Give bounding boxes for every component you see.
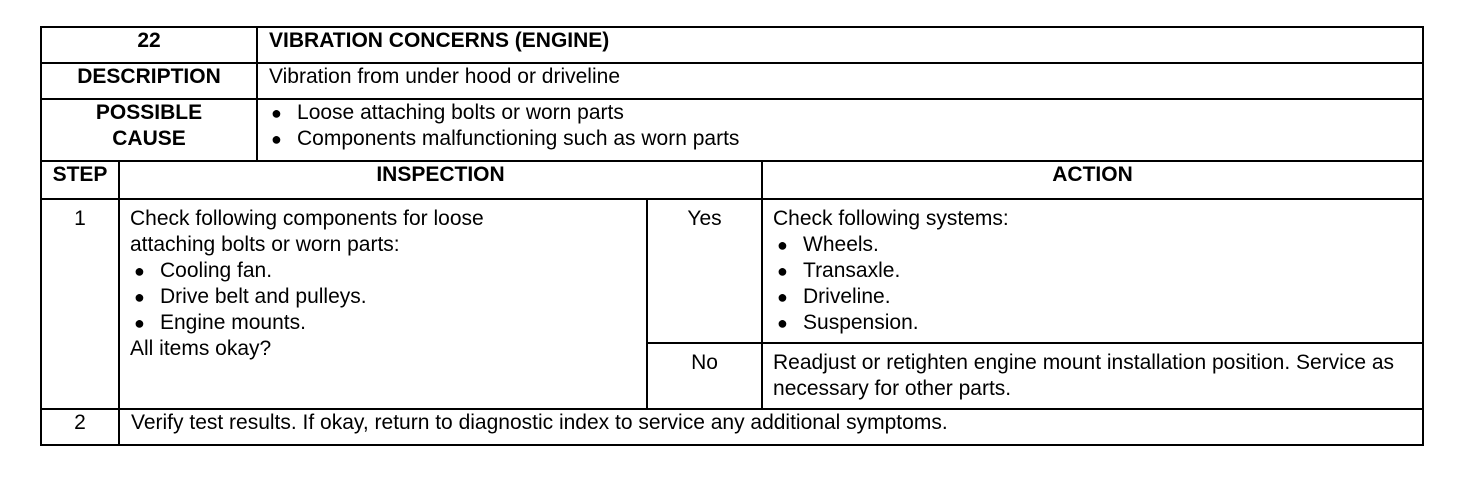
possible-cause-list bbox=[267, 100, 1422, 152]
diagnostic-table bbox=[40, 26, 1424, 446]
procedure-number: 22 bbox=[41, 27, 257, 63]
list-item: ● Engine mounts. bbox=[134, 311, 306, 334]
bullet-icon: ● bbox=[777, 261, 788, 281]
description-text: Vibration from under hood or driveline bbox=[257, 63, 1423, 99]
step-1-question: All items okay? bbox=[130, 337, 272, 360]
no-label: No bbox=[647, 343, 762, 409]
bullet-icon: ● bbox=[134, 287, 145, 307]
list-item: ● Driveline. bbox=[777, 285, 891, 308]
possible-cause-row bbox=[41, 99, 1423, 161]
step-2-number: 2 bbox=[41, 409, 119, 445]
step-1-number: 1 bbox=[41, 199, 119, 409]
column-header-row bbox=[41, 161, 1423, 199]
list-item: ● Components malfunctioning such as worn parts bbox=[271, 127, 740, 150]
no-action-text: Readjust or retighten engine mount installation position. Service as necessary for other parts. bbox=[773, 351, 1395, 400]
yes-action-intro: Check following systems: bbox=[773, 207, 1009, 230]
step-1-inspection-intro: Check following components for loose attaching bolts or worn parts: bbox=[130, 207, 484, 256]
step-1-inspection-list bbox=[130, 258, 636, 336]
yes-action-content bbox=[763, 200, 1422, 342]
yes-action bbox=[762, 199, 1423, 343]
step-2-text: Verify test results. If okay, return to diagnostic index to service any additional symptoms. bbox=[119, 409, 1423, 445]
list-item: ● Cooling fan. bbox=[134, 259, 273, 282]
bullet-icon: ● bbox=[134, 261, 145, 281]
list-item: ● Drive belt and pulleys. bbox=[134, 285, 367, 308]
title-row bbox=[41, 27, 1423, 63]
bullet-icon: ● bbox=[777, 313, 788, 333]
step-2-row bbox=[41, 409, 1423, 445]
bullet-icon: ● bbox=[271, 103, 282, 123]
procedure-title: VIBRATION CONCERNS (ENGINE) bbox=[257, 27, 1423, 63]
list-item: ● Transaxle. bbox=[777, 259, 901, 282]
list-item: ● Suspension. bbox=[777, 311, 919, 334]
step-1-inspection-content bbox=[120, 200, 646, 368]
yes-action-list bbox=[773, 232, 1412, 336]
description-row bbox=[41, 63, 1423, 99]
list-item: ● Loose attaching bolts or worn parts bbox=[271, 101, 624, 124]
possible-cause-list-cell bbox=[257, 99, 1423, 161]
bullet-icon: ● bbox=[777, 287, 788, 307]
action-header: ACTION bbox=[762, 161, 1423, 199]
inspection-header: INSPECTION bbox=[119, 161, 762, 199]
bullet-icon: ● bbox=[134, 313, 145, 333]
possible-cause-label bbox=[41, 99, 257, 161]
yes-label: Yes bbox=[647, 199, 762, 343]
bullet-icon: ● bbox=[271, 129, 282, 149]
no-action bbox=[762, 343, 1423, 409]
step-1-yes-row bbox=[41, 199, 1423, 343]
step-1-inspection bbox=[119, 199, 647, 409]
step-header: STEP bbox=[41, 161, 119, 199]
list-item: ● Wheels. bbox=[777, 233, 879, 256]
description-label: DESCRIPTION bbox=[41, 63, 257, 99]
possible-cause-label-text: POSSIBLE CAUSE bbox=[95, 101, 203, 150]
bullet-icon: ● bbox=[777, 235, 788, 255]
